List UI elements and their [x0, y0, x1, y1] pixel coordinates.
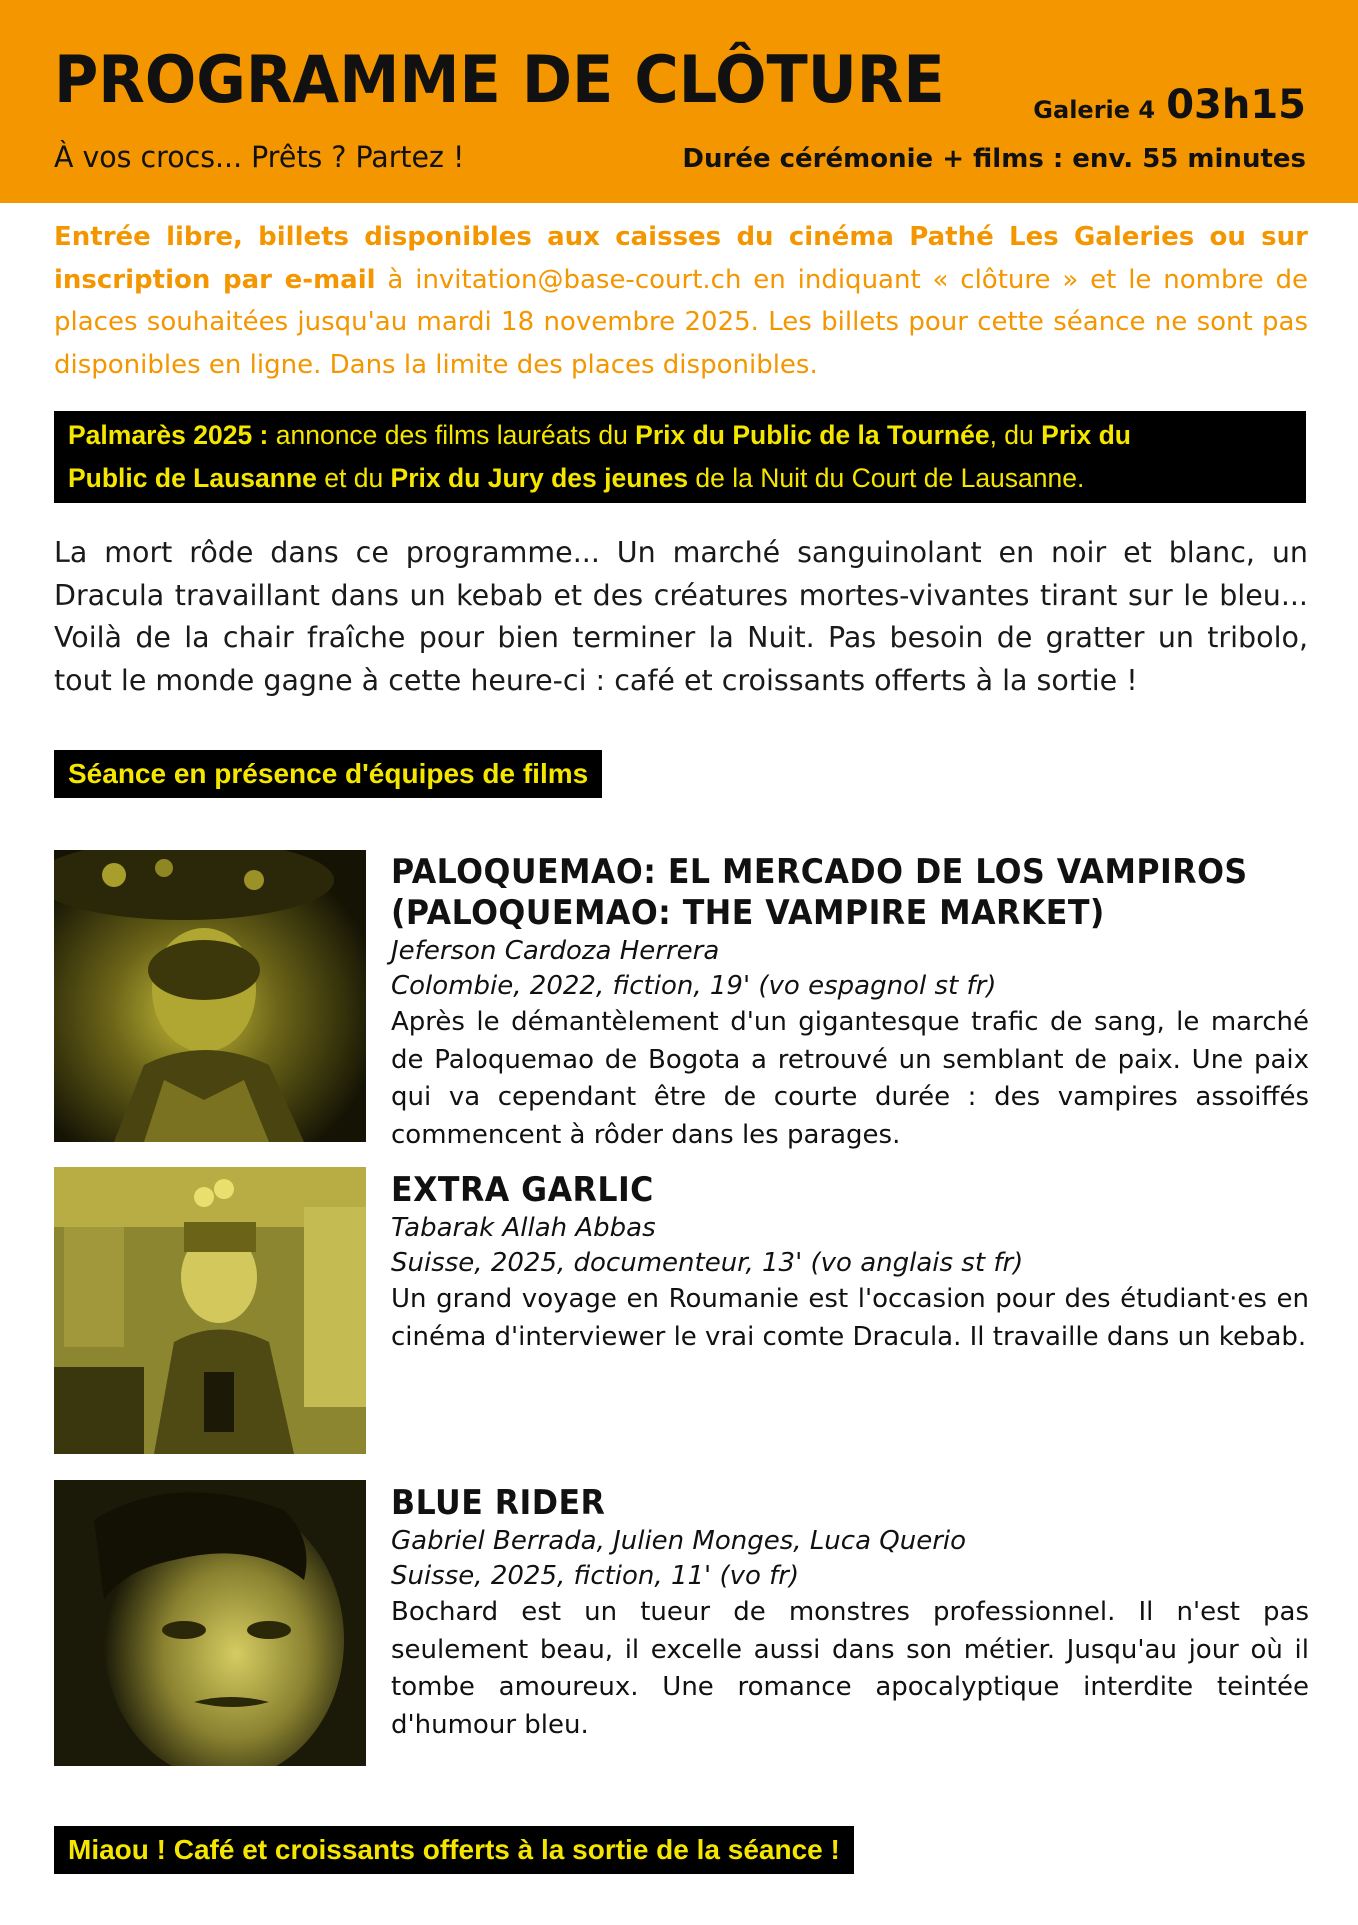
film-synopsis: Bochard est un tueur de monstres professionnel. Il n'est pas seulement beau, il excelle aussi dans son métier. Jusqu'au jour où il tombe amoureux. Une romance apocalyptique interdite teintée d'humour bleu.: [391, 1597, 1309, 1740]
film-meta: Colombie, 2022, fiction, 19' (vo espagnol st fr): [391, 971, 997, 1001]
film-synopsis: Un grand voyage en Roumanie est l'occasion pour des étudiant·es en cinéma d'interviewer le vrai comte Dracula. Il travaille dans un kebab.: [391, 1284, 1309, 1352]
film-title: EXTRA GARLIC: [391, 1170, 654, 1210]
screening-time: 03h15: [1166, 82, 1306, 128]
presence-tag: Séance en présence d'équipes de films: [54, 750, 602, 798]
film-director: Tabarak Allah Abbas: [391, 1213, 656, 1243]
film-meta: Suisse, 2025, fiction, 11' (vo fr): [391, 1561, 800, 1591]
film-still-blue-rider: [54, 1480, 366, 1766]
duration-info: Durée cérémonie + films : env. 55 minutes: [682, 144, 1306, 174]
ticket-info-lead: Entrée libre, billets disponibles aux caisses du cinéma Pathé Les Galeries ou sur inscription par e-mail: [54, 222, 1308, 295]
prize-youth-jury: Prix du Jury des jeunes: [390, 463, 689, 493]
palmares-text: de la Nuit du Court de Lausanne.: [688, 463, 1085, 493]
closing-tag: Miaou ! Café et croissants offerts à la sortie de la séance !: [54, 1826, 854, 1874]
venue-info: [1033, 82, 1306, 128]
page-subtitle: À vos crocs... Prêts ? Partez !: [54, 140, 465, 174]
film-title: PALOQUEMAO: EL MERCADO DE LOS VAMPIROS: [391, 852, 1248, 892]
palmares-text: annonce des films lauréats du: [268, 420, 636, 450]
page-title: PROGRAMME DE CLÔTURE: [54, 43, 945, 118]
programme-description: La mort rôde dans ce programme... Un marché sanguinolant en noir et blanc, un Dracula travaillant dans un kebab et des créatures mortes-vivantes tirant sur le bleu... Voilà de la chair fraîche pour bien terminer la Nuit. Pas besoin de gratter un tribolo, tout le monde gagne à cette heure-ci : café et croissants offerts à la sortie !: [54, 536, 1308, 697]
ticket-info: [54, 216, 1308, 386]
prize-public-lausanne-start: Prix du: [1041, 420, 1131, 450]
film-entry: [391, 852, 1309, 1154]
prize-public-lausanne-end: Public de Lausanne: [68, 463, 317, 493]
palmares-box: [54, 411, 1306, 503]
film-entry: [391, 1170, 1309, 1356]
ticket-info-rest: à invitation@base-court.ch en indiquant « clôture » et le nombre de places souhaitées jusqu'au mardi 18 novembre 2025. Les billets pour cette séance ne sont pas disponibles en ligne. Dans la limite des places disponibles.: [54, 264, 1308, 380]
room-label: Galerie 4: [1033, 96, 1156, 124]
palmares-text: et du: [316, 463, 391, 493]
prize-public-tour: Prix du Public de la Tournée: [635, 420, 990, 450]
header-banner: [0, 0, 1358, 203]
film-title: BLUE RIDER: [391, 1483, 606, 1523]
palmares-text: , du: [989, 420, 1042, 450]
film-title-translation: (PALOQUEMAO: THE VAMPIRE MARKET): [391, 893, 1105, 933]
film-director: Jeferson Cardoza Herrera: [391, 936, 720, 966]
film-synopsis: Après le démantèlement d'un gigantesque trafic de sang, le marché de Paloquemao de Bogota a retrouvé un semblant de paix. Une paix qui va cependant être de courte durée : des vampires assoiffés commencent à rôder dans les parages.: [391, 1007, 1309, 1150]
palmares-label: Palmarès 2025 :: [68, 420, 269, 450]
film-still-paloquemao: [54, 850, 366, 1142]
film-director: Gabriel Berrada, Julien Monges, Luca Querio: [391, 1526, 967, 1556]
film-meta: Suisse, 2025, documenteur, 13' (vo anglais st fr): [391, 1248, 1024, 1278]
film-entry: [391, 1483, 1309, 1744]
film-still-extra-garlic: [54, 1167, 366, 1454]
